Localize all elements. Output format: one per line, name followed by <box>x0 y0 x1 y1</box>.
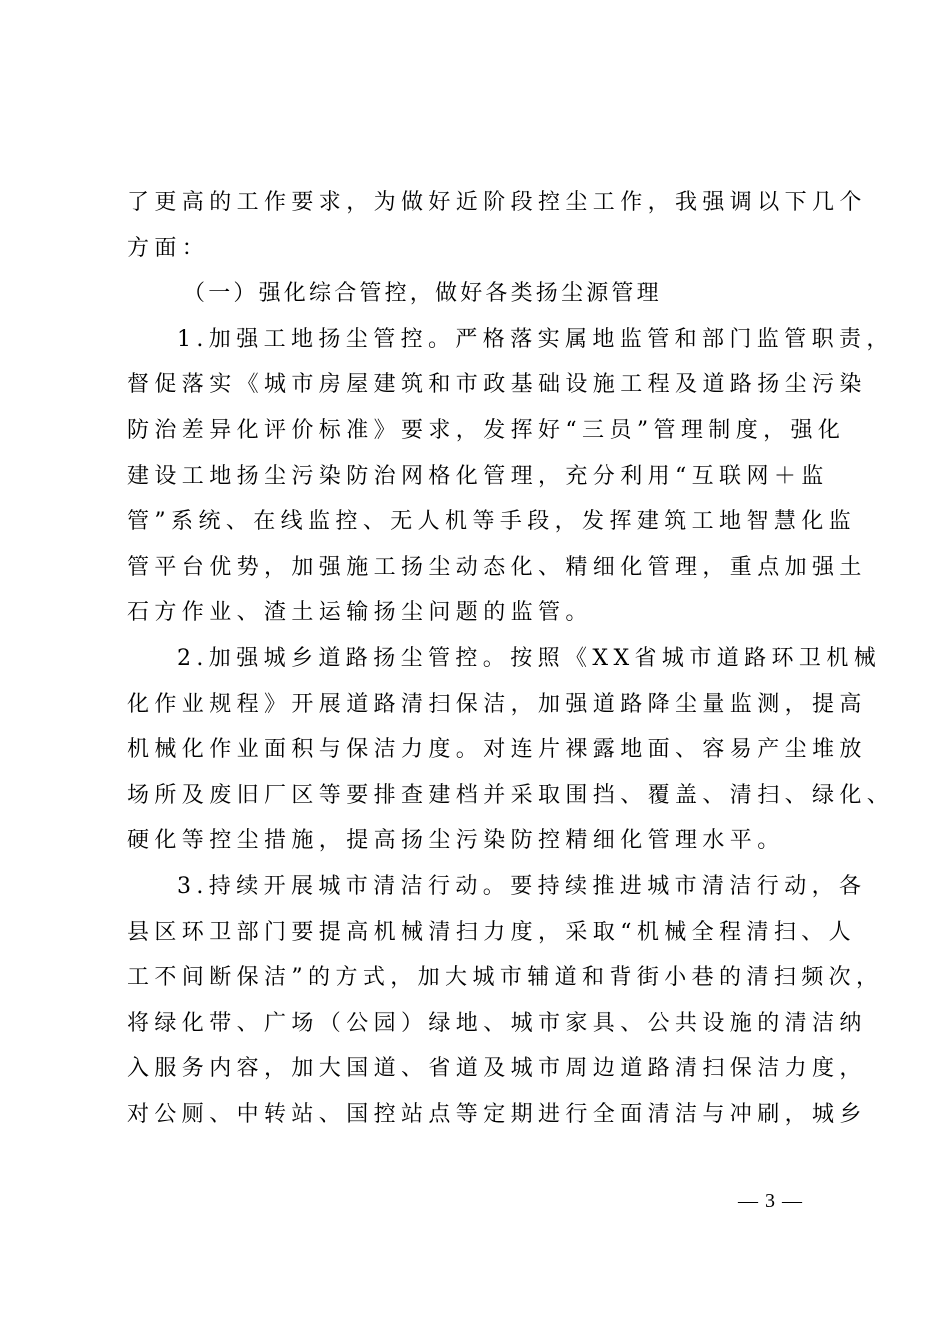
text-line: 化作业规程》开展道路清扫保洁，加强道路降尘量监测，提高 <box>127 691 867 717</box>
text-line: 机械化作业面积与保洁力度。对连片裸露地面、容易产尘堆放 <box>127 737 867 763</box>
text-line: 场所及废旧厂区等要排查建档并采取围挡、覆盖、清扫、绿化、 <box>127 782 895 808</box>
page-number: — 3 — <box>738 1190 803 1212</box>
text-line: 县区环卫部门要提高机械清扫力度，采取“机械全程清扫、人 <box>127 919 857 945</box>
text-line: 督促落实《城市房屋建筑和市政基础设施工程及道路扬尘污染 <box>127 372 867 398</box>
paragraph-start-line: 1.加强工地扬尘管控。严格落实属地监管和部门监管职责， <box>177 326 894 352</box>
text-line: 建设工地扬尘污染防治网格化管理，充分利用“互联网＋监 <box>127 463 829 489</box>
text-line: 对公厕、中转站、国控站点等定期进行全面清洁与冲刷，城乡 <box>127 1101 867 1127</box>
section-heading: （一）强化综合管控，做好各类扬尘源管理 <box>183 281 662 307</box>
text-line: 防治差异化评价标准》要求，发挥好“三员”管理制度，强化 <box>127 417 846 443</box>
text-line: 将绿化带、广场（公园）绿地、城市家具、公共设施的清洁纳 <box>127 1010 867 1036</box>
text-line: 了更高的工作要求，为做好近阶段控尘工作，我强调以下几个 <box>127 190 867 215</box>
text-line: 石方作业、渣土运输扬尘问题的监管。 <box>127 600 593 626</box>
text-line: 管”系统、在线监控、无人机等手段，发挥建筑工地智慧化监 <box>127 509 857 535</box>
text-line: 管平台优势，加强施工扬尘动态化、精细化管理，重点加强土 <box>127 554 867 580</box>
text-line: 入服务内容，加大国道、省道及城市周边道路清扫保洁力度， <box>127 1056 867 1082</box>
document-body <box>127 180 895 1137</box>
text-line: 方面： <box>127 235 210 261</box>
paragraph-start-line: 3.持续开展城市清洁行动。要持续推进城市清洁行动，各 <box>177 873 867 899</box>
text-line: 工不间断保洁”的方式，加大城市辅道和背街小巷的清扫频次， <box>127 965 884 991</box>
text-line: 硬化等控尘措施，提高扬尘污染防控精细化管理水平。 <box>127 828 785 854</box>
paragraph-start-line: 2.加强城乡道路扬尘管控。按照《XX省城市道路环卫机械 <box>177 645 882 671</box>
